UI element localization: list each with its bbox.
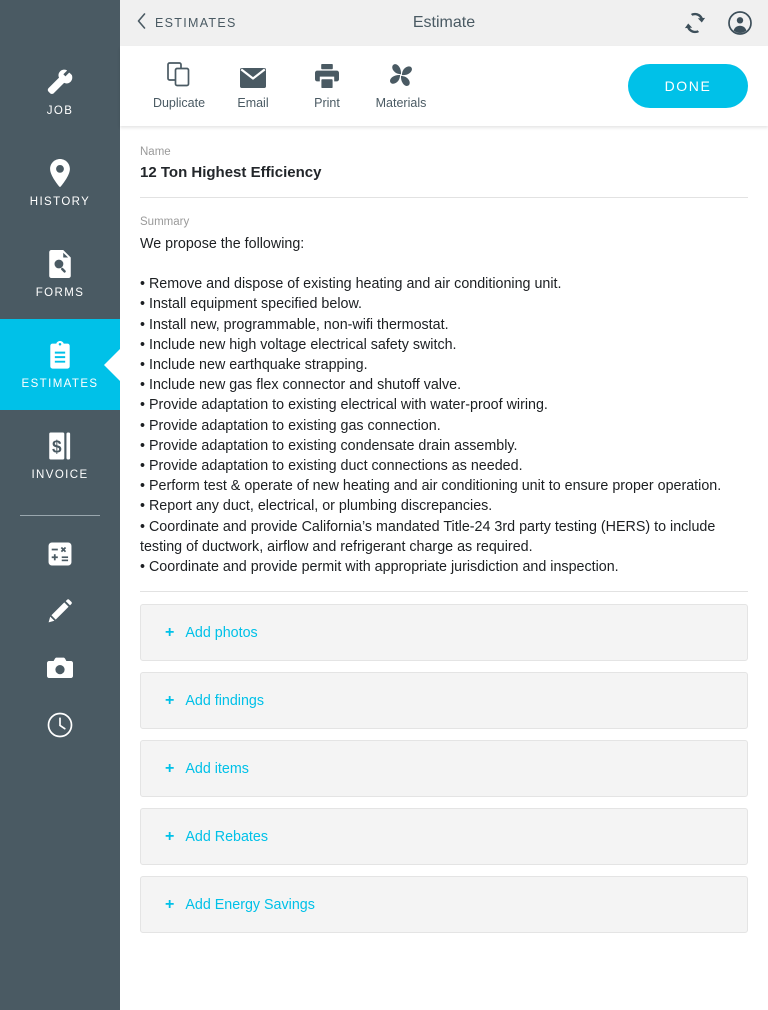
sidebar-item-label: FORMS bbox=[35, 286, 85, 299]
camera-icon bbox=[47, 657, 73, 684]
action-toolbar bbox=[120, 46, 768, 126]
summary-bullet: • Install new, programmable, non-wifi thermostat. bbox=[140, 316, 449, 333]
back-button-label: ESTIMATES bbox=[155, 16, 237, 30]
sidebar-item-label: JOB bbox=[46, 104, 74, 117]
add-findings-card[interactable] bbox=[140, 672, 748, 729]
document-search-icon bbox=[47, 249, 73, 279]
materials-label: Materials bbox=[375, 96, 427, 110]
summary-bullet: • Remove and dispose of existing heating and air conditioning unit. bbox=[140, 276, 562, 293]
materials-button[interactable] bbox=[364, 62, 438, 110]
map-pin-icon bbox=[48, 158, 72, 188]
sidebar-tool-calculator[interactable] bbox=[0, 528, 120, 585]
svg-text:$: $ bbox=[51, 435, 62, 456]
estimate-content bbox=[120, 126, 768, 1010]
sidebar-divider bbox=[20, 515, 100, 516]
wrench-icon bbox=[47, 67, 73, 97]
chevron-left-icon bbox=[137, 13, 146, 34]
add-sections-list bbox=[140, 592, 748, 933]
add-energy-savings-label: Add Energy Savings bbox=[185, 896, 315, 913]
sidebar-tool-edit[interactable] bbox=[0, 585, 120, 642]
clipboard-icon bbox=[48, 340, 72, 370]
summary-field-label: Summary bbox=[140, 216, 190, 228]
summary-bullet: • Provide adaptation to existing gas connection. bbox=[140, 417, 441, 434]
duplicate-label: Duplicate bbox=[152, 96, 206, 110]
email-label: Email bbox=[237, 96, 269, 110]
page-title: Estimate bbox=[412, 14, 476, 31]
invoice-dollar-icon bbox=[47, 431, 73, 461]
add-rebates-card[interactable] bbox=[140, 808, 748, 865]
add-items-label: Add items bbox=[185, 760, 249, 777]
add-findings-label: Add findings bbox=[185, 692, 265, 709]
sidebar bbox=[0, 0, 120, 1010]
summary-bullet: • Include new gas flex connector and shutoff valve. bbox=[140, 377, 462, 394]
sidebar-item-estimates[interactable] bbox=[0, 319, 120, 410]
sync-icon[interactable] bbox=[684, 12, 706, 34]
summary-bullet: • Provide adaptation to existing condensate drain assembly. bbox=[140, 437, 518, 454]
add-rebates-label: Add Rebates bbox=[185, 828, 269, 845]
summary-field-block bbox=[140, 198, 748, 591]
done-button[interactable]: DONE bbox=[628, 64, 748, 108]
sidebar-item-forms[interactable] bbox=[0, 228, 120, 319]
sidebar-item-history[interactable] bbox=[0, 137, 120, 228]
user-avatar-icon[interactable] bbox=[728, 11, 752, 35]
summary-bullet: • Coordinate and provide permit with appropriate jurisdiction and inspection. bbox=[140, 559, 619, 576]
summary-bullet: • Include new high voltage electrical safety switch. bbox=[140, 336, 457, 353]
pencil-icon bbox=[48, 599, 72, 628]
duplicate-button[interactable] bbox=[142, 62, 216, 110]
name-field-label: Name bbox=[140, 146, 171, 158]
copy-icon bbox=[167, 62, 191, 88]
fan-icon bbox=[388, 62, 414, 88]
header-actions bbox=[684, 11, 752, 35]
printer-icon bbox=[315, 62, 339, 88]
add-items-card[interactable] bbox=[140, 740, 748, 797]
sidebar-item-invoice[interactable] bbox=[0, 410, 120, 501]
name-field-value[interactable]: 12 Ton Highest Efficiency bbox=[140, 164, 322, 181]
print-label: Print bbox=[314, 96, 340, 110]
sidebar-tool-time[interactable] bbox=[0, 699, 120, 756]
summary-bullet: • Provide adaptation to existing electrical with water-proof wiring. bbox=[140, 397, 548, 414]
email-button[interactable] bbox=[216, 62, 290, 110]
plus-icon: + bbox=[165, 623, 175, 641]
summary-field-value[interactable] bbox=[140, 234, 748, 591]
summary-bullet: • Install equipment specified below. bbox=[140, 296, 362, 313]
plus-icon: + bbox=[165, 691, 175, 709]
summary-bullet: • Report any duct, electrical, or plumbing discrepancies. bbox=[140, 498, 493, 515]
plus-icon: + bbox=[165, 895, 175, 913]
plus-icon: + bbox=[165, 759, 175, 777]
summary-bullet: • Include new earthquake strapping. bbox=[140, 357, 368, 374]
add-photos-label: Add photos bbox=[185, 624, 258, 641]
main-panel bbox=[120, 0, 768, 1010]
sidebar-item-label: INVOICE bbox=[31, 468, 89, 481]
calculator-icon bbox=[48, 542, 72, 571]
summary-bullet: • Perform test & operate of new heating and air conditioning unit to ensure proper operation. bbox=[140, 478, 722, 495]
envelope-icon bbox=[240, 62, 266, 88]
back-to-estimates-button[interactable] bbox=[137, 13, 237, 34]
summary-lead-line: We propose the following: bbox=[140, 236, 305, 252]
sidebar-item-label: HISTORY bbox=[29, 195, 91, 208]
print-button[interactable] bbox=[290, 62, 364, 110]
add-energy-savings-card[interactable] bbox=[140, 876, 748, 933]
summary-bullet: • Coordinate and provide California’s mandated Title-24 3rd party testing (HERS) to include testing of ductwork, airflow and refrigerant charge as required. bbox=[140, 518, 716, 555]
sidebar-item-job[interactable] bbox=[0, 46, 120, 137]
name-field-block bbox=[140, 126, 748, 197]
add-photos-card[interactable] bbox=[140, 604, 748, 661]
summary-bullet: • Provide adaptation to existing duct connections as needed. bbox=[140, 458, 523, 475]
sidebar-item-label: ESTIMATES bbox=[21, 377, 99, 390]
sidebar-tool-camera[interactable] bbox=[0, 642, 120, 699]
plus-icon: + bbox=[165, 827, 175, 845]
clock-icon bbox=[47, 712, 73, 743]
top-header bbox=[120, 0, 768, 46]
